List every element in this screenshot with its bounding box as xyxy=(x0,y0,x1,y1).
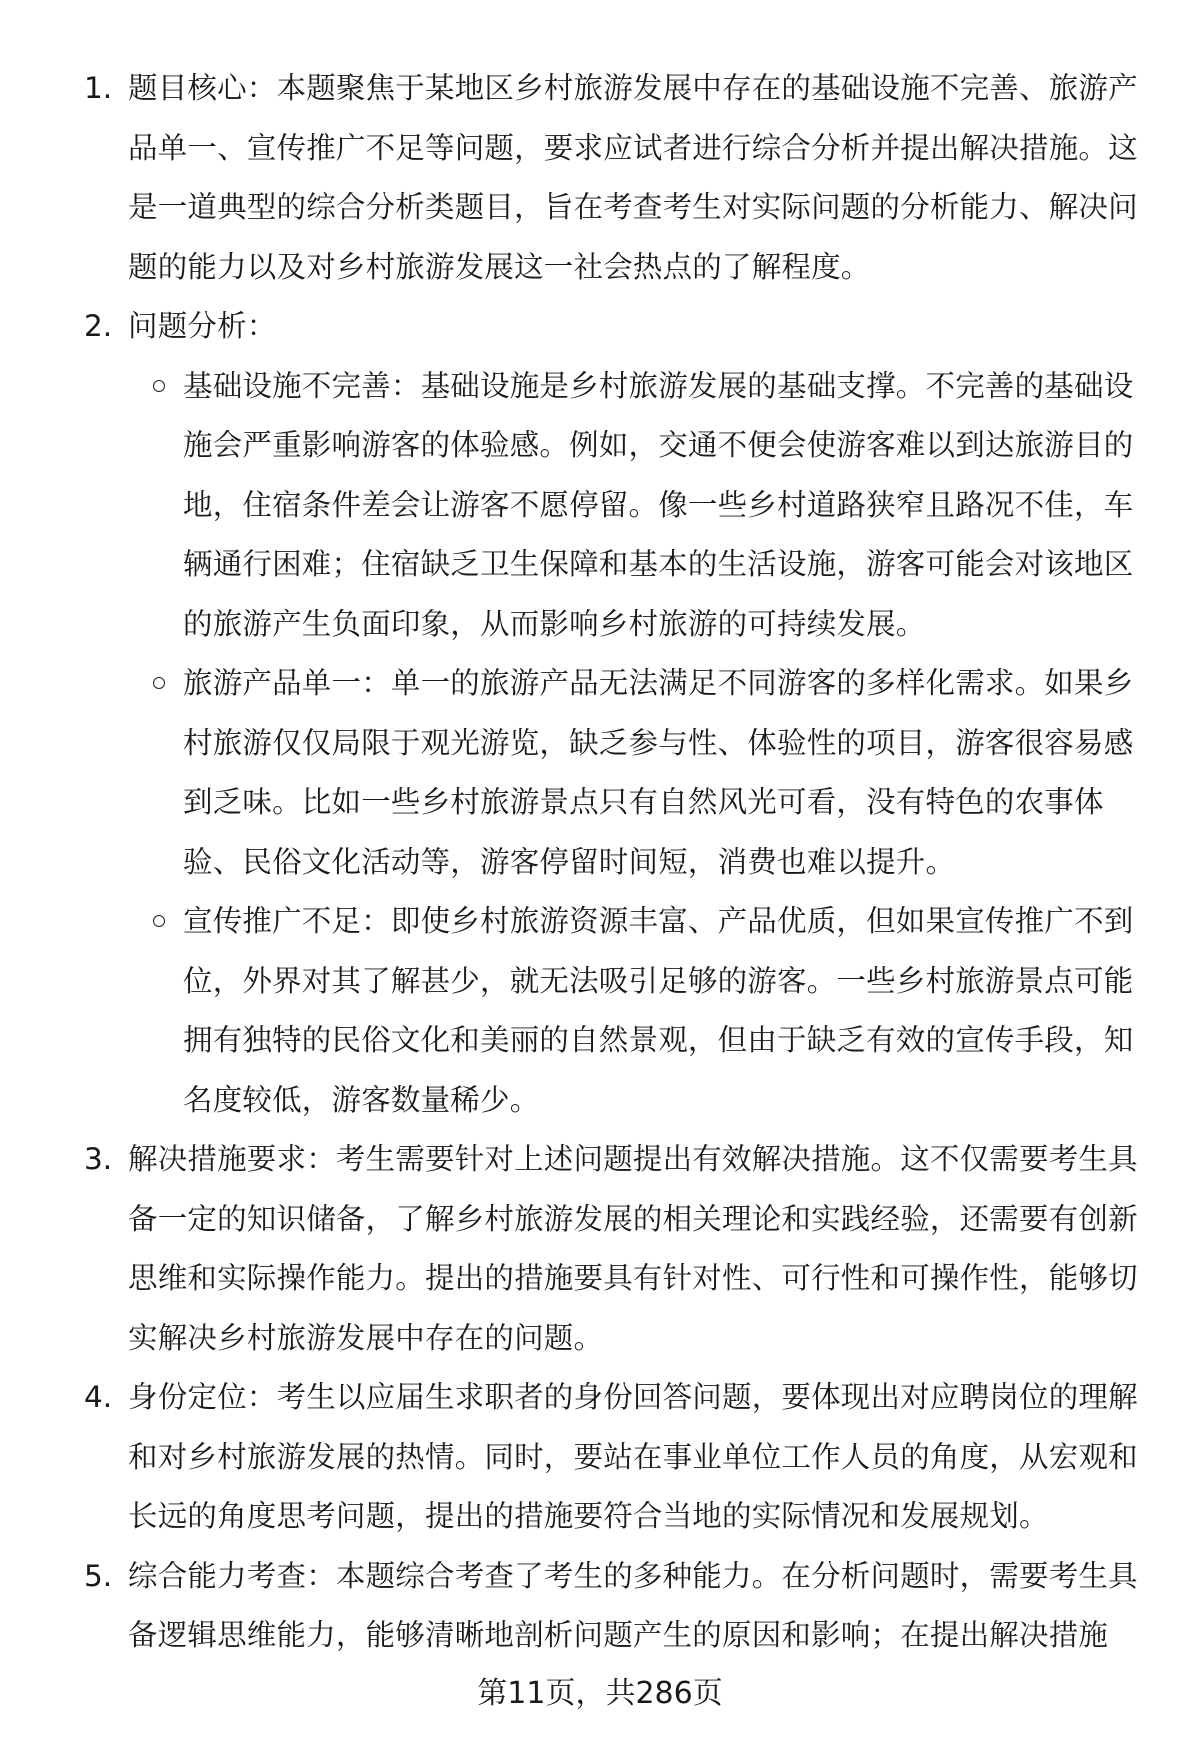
list-item xyxy=(0,1547,1200,1666)
sub-list-item xyxy=(0,654,1200,892)
text-line: 旅游产品单一：单一的旅游产品无法满足不同游客的多样化需求。如果乡 xyxy=(183,666,1134,700)
list-item xyxy=(0,59,1200,297)
text-line: 实解决乡村旅游发展中存在的问题。 xyxy=(128,1320,604,1355)
text-line: 基础设施不完善：基础设施是乡村旅游发展的基础支撑。不完善的基础设 xyxy=(183,368,1134,403)
text-line: 到乏味。比如一些乡村旅游景点只有自然风光可看，没有特色的农事体 xyxy=(183,785,1104,819)
text-line: 品单一、宣传推广不足等问题，要求应试者进行综合分析并提出解决措施。这 xyxy=(128,130,1138,165)
circle-bullet-icon xyxy=(153,915,165,927)
text-line: 备逻辑思维能力，能够清晰地剖析问题产生的原因和影响；在提出解决措施 xyxy=(128,1618,1109,1652)
text-line: 位，外界对其了解甚少，就无法吸引足够的游客。一些乡村旅游景点可能 xyxy=(183,963,1134,998)
list-number: 5. xyxy=(84,1558,113,1593)
text-line: 拥有独特的民俗文化和美丽的自然景观，但由于缺乏有效的宣传手段，知 xyxy=(183,1023,1134,1057)
text-line: 问题分析： xyxy=(128,309,277,343)
list-item xyxy=(0,1368,1200,1547)
list-item xyxy=(0,297,1200,357)
sub-list-item xyxy=(0,357,1200,655)
text-line: 地，住宿条件差会让游客不愿停留。像一些乡村道路狭窄且路况不佳，车 xyxy=(183,487,1134,522)
document-body xyxy=(0,59,1200,1666)
list-number: 3. xyxy=(84,1142,113,1176)
text-line: 验、民俗文化活动等，游客停留时间短，消费也难以提升。 xyxy=(183,844,956,879)
text-line: 宣传推广不足：即使乡村旅游资源丰富、产品优质，但如果宣传推广不到 xyxy=(183,904,1134,938)
text-line: 备一定的知识储备，了解乡村旅游发展的相关理论和实践经验，还需要有创新 xyxy=(128,1201,1138,1236)
text-line: 的旅游产生负面印象，从而影响乡村旅游的可持续发展。 xyxy=(183,606,926,641)
list-number: 2. xyxy=(84,309,113,343)
text-line: 题目核心：本题聚焦于某地区乡村旅游发展中存在的基础设施不完善、旅游产 xyxy=(128,71,1138,105)
text-line: 题的能力以及对乡村旅游发展这一社会热点的了解程度。 xyxy=(128,249,871,284)
list-number: 4. xyxy=(84,1380,113,1414)
text-line: 村旅游仅仅局限于观光游览，缺乏参与性、体验性的项目，游客很容易感 xyxy=(183,725,1134,760)
list-item xyxy=(0,1130,1200,1368)
circle-bullet-icon xyxy=(153,677,165,689)
text-line: 名度较低，游客数量稀少。 xyxy=(183,1082,540,1117)
text-line: 是一道典型的综合分析类题目，旨在考查考生对实际问题的分析能力、解决问 xyxy=(128,190,1138,224)
text-line: 综合能力考查：本题综合考查了考生的多种能力。在分析问题时，需要考生具 xyxy=(128,1558,1138,1593)
list-number: 1. xyxy=(84,71,113,105)
text-line: 和对乡村旅游发展的热情。同时，要站在事业单位工作人员的角度，从宏观和 xyxy=(128,1439,1138,1474)
circle-bullet-icon xyxy=(153,380,165,392)
text-line: 思维和实际操作能力。提出的措施要具有针对性、可行性和可操作性，能够切 xyxy=(128,1261,1138,1295)
sub-list-item xyxy=(0,892,1200,1130)
text-line: 解决措施要求：考生需要针对上述问题提出有效解决措施。这不仅需要考生具 xyxy=(128,1142,1138,1176)
text-line: 施会严重影响游客的体验感。例如，交通不便会使游客难以到达旅游目的 xyxy=(183,428,1134,462)
text-line: 身份定位：考生以应届生求职者的身份回答问题，要体现出对应聘岗位的理解 xyxy=(128,1380,1138,1414)
text-line: 辆通行困难；住宿缺乏卫生保障和基本的生活设施，游客可能会对该地区 xyxy=(183,547,1134,581)
text-line: 长远的角度思考问题，提出的措施要符合当地的实际情况和发展规划。 xyxy=(128,1499,1049,1533)
page-number: 第11页，共286页 xyxy=(477,1676,723,1711)
